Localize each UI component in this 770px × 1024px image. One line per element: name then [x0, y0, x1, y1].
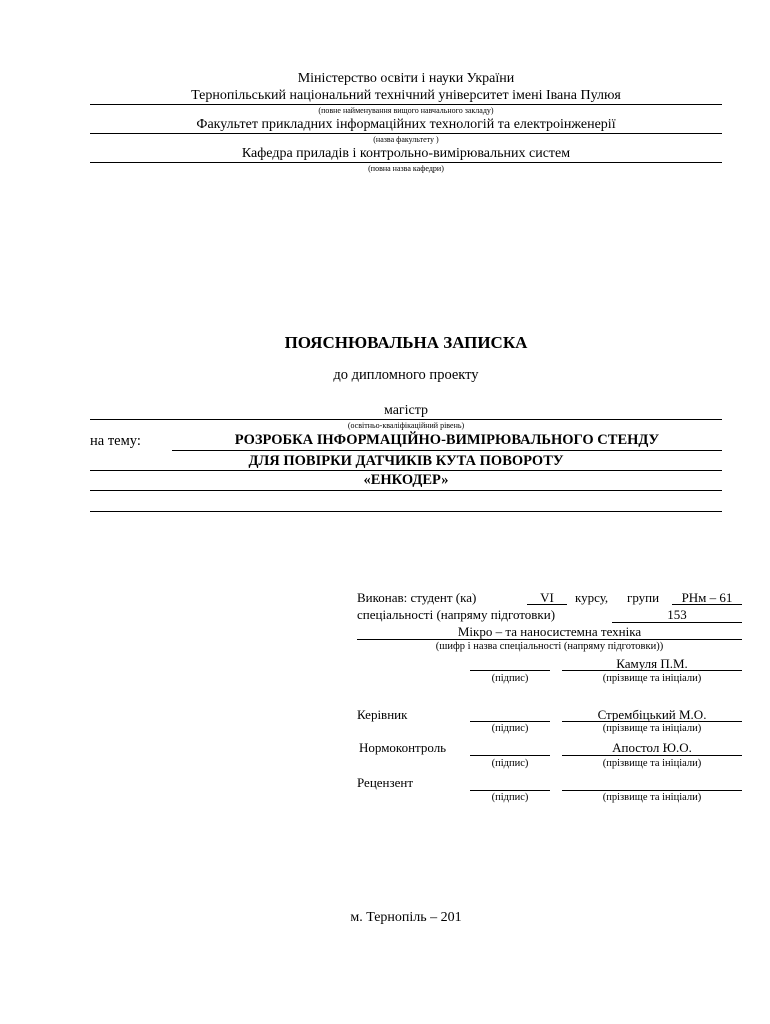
normcontrol-label: Нормоконтроль: [359, 740, 447, 755]
university-underline: [90, 104, 722, 105]
department-name: Кафедра приладів і контрольно-вимірювальних систем: [241, 146, 571, 161]
specialty-code-underline: [612, 622, 742, 623]
normcontrol-signature-caption: (підпис): [491, 758, 529, 769]
reviewer-signature-caption: (підпис): [491, 792, 529, 803]
specialty-label: спеціальності (напряму підготовки): [357, 607, 556, 622]
supervisor-signature-caption: (підпис): [491, 723, 529, 734]
author-signature-caption: (підпис): [491, 673, 529, 684]
supervisor-name: Стрембіцький М.О.: [597, 707, 707, 722]
course-underline: [527, 604, 567, 605]
degree-caption: (освітньо-кваліфікаційний рівень): [347, 421, 465, 430]
university-name: Тернопільський національний технічний університет імені Івана Пулюя: [191, 88, 621, 103]
faculty-caption: (назва факультету ): [373, 135, 439, 144]
topic-underline-2: [90, 470, 722, 471]
group-underline: [672, 604, 742, 605]
specialty-code: 153: [667, 607, 687, 622]
university-caption: (повне найменування вищого навчального закладу): [318, 106, 494, 115]
specialty-name: Мікро – та наносистемна техніка: [457, 624, 642, 639]
supervisor-label: Керівник: [357, 707, 408, 722]
performed-label: Виконав: студент (ка): [357, 590, 477, 605]
specialty-caption: (шифр і назва спеціальності (напряму підготовки)): [435, 641, 664, 652]
normcontrol-signature-line: [470, 755, 550, 756]
degree-underline: [90, 419, 722, 420]
topic-line-1: РОЗРОБКА ІНФОРМАЦІЙНО-ВИМІРЮВАЛЬНОГО СТЕНДУ: [234, 432, 660, 448]
topic-underline-4: [90, 511, 722, 512]
group-value: РНм – 61: [681, 590, 733, 605]
supervisor-name-caption: (прізвище та ініціали): [602, 723, 702, 734]
normcontrol-name-caption: (прізвище та ініціали): [602, 758, 702, 769]
specialty-name-underline: [357, 639, 742, 640]
topic-underline-1: [172, 450, 722, 451]
department-underline: [90, 162, 722, 163]
course-value: VI: [540, 590, 554, 605]
topic-label: на тему:: [90, 433, 141, 449]
author-signature-line: [470, 670, 550, 671]
reviewer-name-caption: (прізвище та ініціали): [602, 792, 702, 803]
reviewer-label: Рецензент: [357, 775, 414, 790]
author-name-caption: (прізвище та ініціали): [602, 673, 702, 684]
supervisor-signature-line: [470, 721, 550, 722]
city-year: м. Тернопіль – 201: [350, 910, 462, 925]
faculty-name: Факультет прикладних інформаційних технологій та електроінженерії: [196, 117, 616, 132]
group-label: групи: [627, 590, 660, 605]
topic-underline-3: [90, 490, 722, 491]
reviewer-name-underline: [562, 790, 742, 791]
topic-line-3: «ЕНКОДЕР»: [363, 472, 449, 488]
author-name: Камуля П.М.: [616, 656, 688, 671]
document-subtitle: до дипломного проекту: [333, 367, 479, 383]
topic-line-2: ДЛЯ ПОВІРКИ ДАТЧИКІВ КУТА ПОВОРОТУ: [248, 453, 564, 469]
normcontrol-name-underline: [562, 755, 742, 756]
document-title: ПОЯСНЮВАЛЬНА ЗАПИСКА: [284, 333, 528, 352]
author-name-underline: [562, 670, 742, 671]
supervisor-name-underline: [562, 721, 742, 722]
department-caption: (повна назва кафедри): [368, 164, 444, 173]
faculty-underline: [90, 133, 722, 134]
degree-value: магістр: [383, 403, 429, 418]
course-label: курсу,: [575, 590, 609, 605]
ministry-name: Міністерство освіти і науки України: [297, 71, 515, 86]
reviewer-signature-line: [470, 790, 550, 791]
normcontrol-name: Апостол Ю.О.: [612, 740, 692, 755]
